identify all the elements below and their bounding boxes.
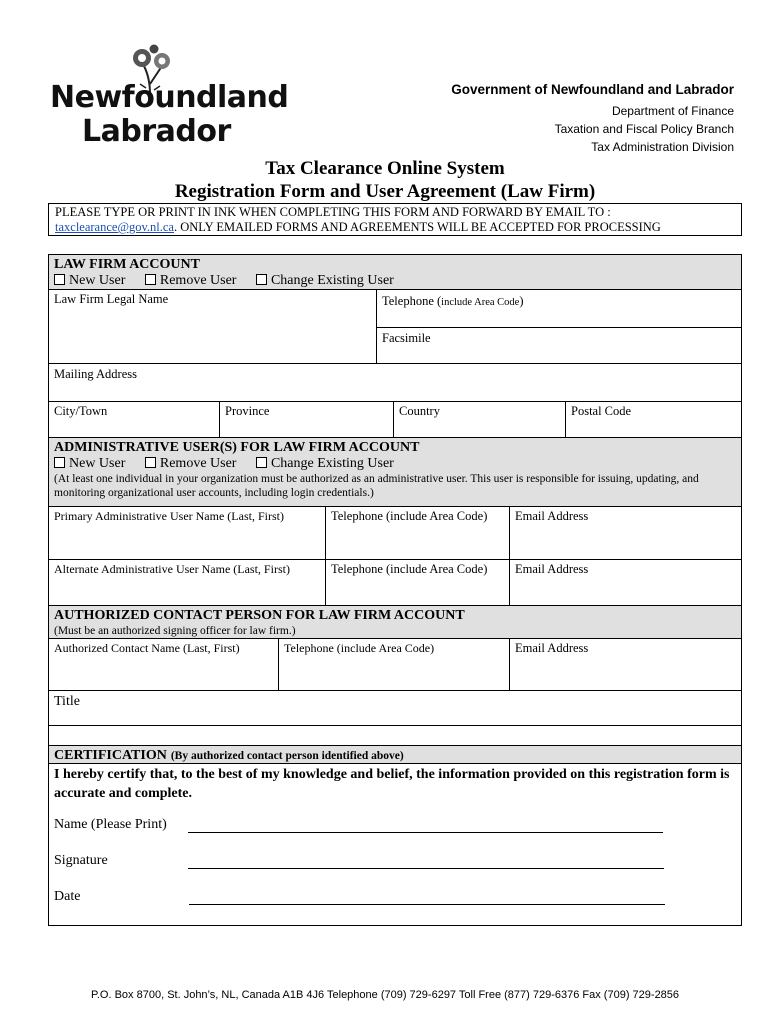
notice-text-2: . ONLY EMAILED FORMS AND AGREEMENTS WILL BE ACCEPTED FOR PROCESSING <box>173 220 661 234</box>
alternate-admin-telephone-field[interactable]: Telephone (include Area Code) <box>326 560 510 605</box>
province-field[interactable]: Province <box>220 402 394 437</box>
name-print-label: Name (Please Print) <box>54 817 167 832</box>
contact-note: (Must be an authorized signing officer for law firm.) <box>54 625 296 637</box>
admin-heading: ADMINISTRATIVE USER(S) FOR LAW FIRM ACCOUNT <box>54 440 420 455</box>
branch-name: Taxation and Fiscal Policy Branch <box>554 122 734 136</box>
certification-body <box>49 764 741 925</box>
checkbox-icon[interactable] <box>54 274 65 285</box>
form-title: Tax Clearance Online System <box>265 158 505 179</box>
certification-subheading: (By authorized contact person identified above) <box>170 750 404 762</box>
signature-label: Signature <box>54 853 108 868</box>
division-name: Tax Administration Division <box>591 140 734 154</box>
certification-heading: CERTIFICATION <box>54 748 167 763</box>
admin-section-header <box>49 438 741 507</box>
legal-name-row <box>49 290 741 364</box>
alternate-admin-email-field[interactable]: Email Address <box>515 562 589 576</box>
primary-admin-email-field[interactable]: Email Address <box>515 509 589 523</box>
country-field[interactable]: Country <box>394 402 566 437</box>
law-firm-new-user-option[interactable]: New User <box>54 273 125 288</box>
form-subtitle: Registration Form and User Agreement (Law Firm) <box>174 181 596 202</box>
contact-title-field[interactable]: Title <box>49 691 741 726</box>
certification-statement: I hereby certify that, to the best of my knowledge and belief, the information provided on this registration form is accurate and complete. <box>54 767 730 801</box>
government-name: Government of Newfoundland and Labrador <box>451 82 734 97</box>
government-header <box>451 82 734 156</box>
notice-text-1: PLEASE TYPE OR PRINT IN INK WHEN COMPLETING THIS FORM AND FORWARD BY EMAIL TO : <box>55 205 611 219</box>
postal-code-field[interactable]: Postal Code <box>571 404 632 418</box>
admin-note: (At least one individual in your organization must be authorized as an administrative user. This user is responsible for issuing, updating, and monitoring organizational user accounts, including login credentials.) <box>54 473 699 499</box>
date-label: Date <box>54 889 81 904</box>
city-town-field[interactable]: City/Town <box>49 402 220 437</box>
contact-row <box>49 639 741 691</box>
law-firm-telephone-field[interactable]: Telephone (include Area Code) <box>377 290 741 328</box>
law-firm-change-user-option[interactable]: Change Existing User <box>256 273 394 288</box>
alternate-admin-name-field[interactable]: Alternate Administrative User Name (Last, First) <box>49 560 326 605</box>
logo <box>48 44 289 149</box>
registration-form <box>48 254 742 926</box>
department-name: Department of Finance <box>611 104 734 118</box>
law-firm-facsimile-field[interactable]: Facsimile <box>382 331 431 345</box>
logo-text-labrador: Labrador <box>82 114 231 149</box>
primary-admin-name-field[interactable]: Primary Administrative User Name (Last, First) <box>49 507 326 559</box>
checkbox-icon[interactable] <box>145 274 156 285</box>
admin-change-user-option[interactable]: Change Existing User <box>256 456 394 471</box>
primary-admin-row <box>49 507 741 560</box>
admin-new-user-option[interactable]: New User <box>54 456 125 471</box>
instructions-notice <box>48 203 742 236</box>
name-print-line[interactable] <box>188 832 663 833</box>
address-details-row <box>49 402 741 438</box>
certification-section-header <box>49 746 741 764</box>
law-firm-options <box>49 273 741 289</box>
checkbox-icon[interactable] <box>256 274 267 285</box>
mailing-address-field[interactable]: Mailing Address <box>49 364 741 402</box>
signature-line[interactable] <box>188 868 664 869</box>
law-firm-section-header <box>49 255 741 290</box>
admin-options <box>49 456 741 472</box>
checkbox-icon[interactable] <box>145 457 156 468</box>
checkbox-icon[interactable] <box>54 457 65 468</box>
legal-name-field[interactable]: Law Firm Legal Name <box>49 290 377 363</box>
primary-admin-telephone-field[interactable]: Telephone (include Area Code) <box>326 507 510 559</box>
admin-remove-user-option[interactable]: Remove User <box>145 456 237 471</box>
contact-email-field[interactable]: Email Address <box>515 641 589 655</box>
logo-text-newfoundland: Newfoundland <box>50 80 289 115</box>
contact-section-header <box>49 606 741 639</box>
footer-contact-info: P.O. Box 8700, St. John’s, NL, Canada A1B 4J6 Telephone (709) 729-6297 Toll Free (877) 729-6376 Fax (709) 729-2856 <box>90 989 680 1001</box>
date-line[interactable] <box>189 904 665 905</box>
alternate-admin-row <box>49 560 741 606</box>
spacer-row <box>49 726 741 746</box>
contact-name-field[interactable]: Authorized Contact Name (Last, First) <box>49 639 279 690</box>
checkbox-icon[interactable] <box>256 457 267 468</box>
law-firm-remove-user-option[interactable]: Remove User <box>145 273 237 288</box>
contact-heading: AUTHORIZED CONTACT PERSON FOR LAW FIRM ACCOUNT <box>54 608 465 623</box>
law-firm-heading: LAW FIRM ACCOUNT <box>54 257 200 272</box>
contact-telephone-field[interactable]: Telephone (include Area Code) <box>279 639 510 690</box>
email-link[interactable]: taxclearance@gov.nl.ca <box>55 220 174 234</box>
